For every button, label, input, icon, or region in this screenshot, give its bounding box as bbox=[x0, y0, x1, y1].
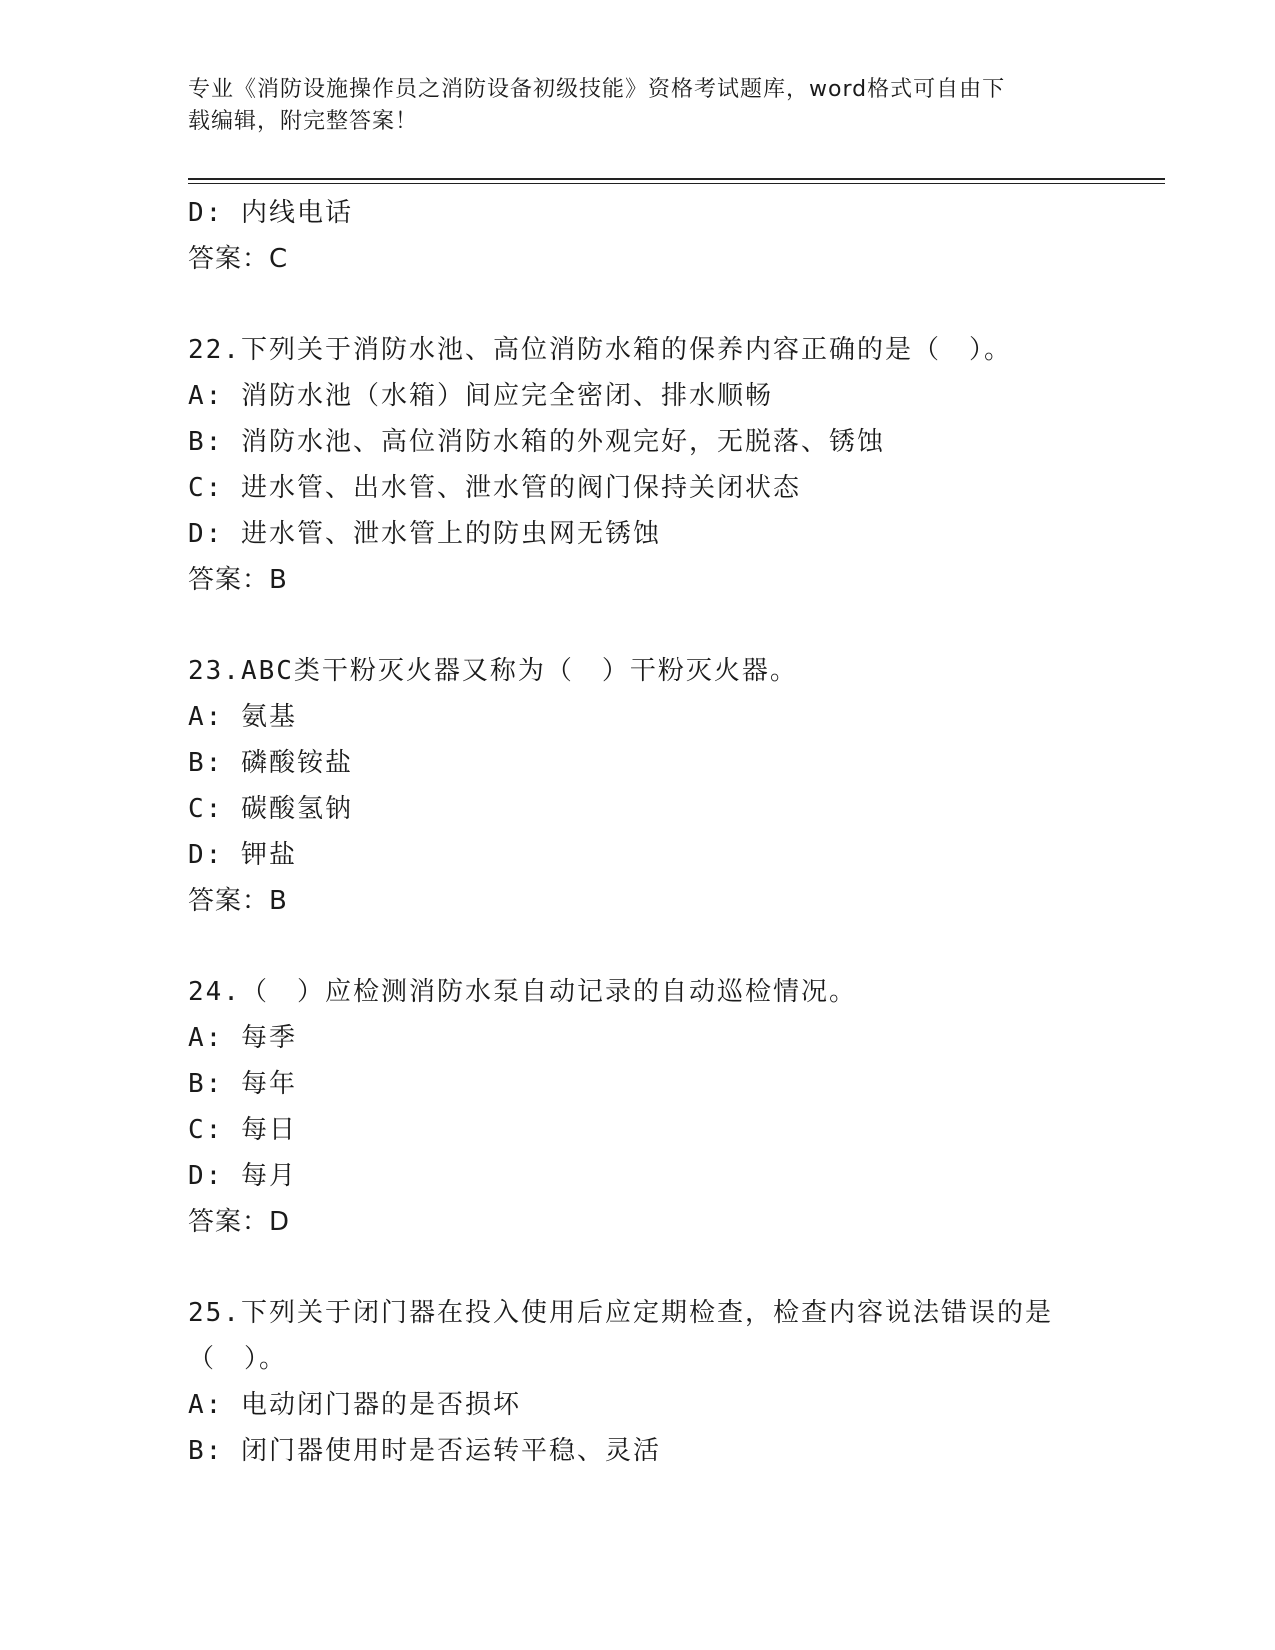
question-stem: 22.下列关于消防水池、高位消防水箱的保养内容正确的是（ ）。 bbox=[188, 335, 1012, 365]
answer-line: 答案：B bbox=[188, 886, 288, 916]
header-line-1: 专业《消防设施操作员之消防设备初级技能》资格考试题库，word格式可自由下 bbox=[188, 77, 1006, 102]
header-divider-thick bbox=[188, 178, 1165, 180]
option-a: A: 氨基 bbox=[188, 702, 297, 732]
option-c: C: 碳酸氢钠 bbox=[188, 794, 353, 824]
question-23 bbox=[188, 648, 1148, 924]
question-gap bbox=[188, 282, 1148, 327]
question-gap bbox=[188, 603, 1148, 648]
document-header bbox=[188, 74, 1088, 138]
option-d: D: 钾盐 bbox=[188, 840, 297, 870]
question-gap bbox=[188, 1245, 1148, 1290]
option-c: C: 每日 bbox=[188, 1115, 297, 1145]
option-a: A: 电动闭门器的是否损坏 bbox=[188, 1390, 521, 1420]
option-d: D: 内线电话 bbox=[188, 198, 353, 228]
option-a: A: 每季 bbox=[188, 1023, 297, 1053]
answer-line: 答案：C bbox=[188, 244, 289, 274]
option-b: B: 磷酸铵盐 bbox=[188, 748, 353, 778]
question-25 bbox=[188, 1290, 1148, 1474]
header-divider-thin bbox=[188, 183, 1165, 184]
answer-line: 答案：D bbox=[188, 1207, 291, 1237]
question-stem: 24.（ ）应检测消防水泵自动记录的自动巡检情况。 bbox=[188, 977, 857, 1007]
question-21-tail bbox=[188, 190, 1148, 282]
question-content bbox=[188, 190, 1148, 1474]
option-b: B: 每年 bbox=[188, 1069, 297, 1099]
header-line-2: 载编辑，附完整答案！ bbox=[188, 109, 419, 134]
question-gap bbox=[188, 924, 1148, 969]
option-c: C: 进水管、出水管、泄水管的阀门保持关闭状态 bbox=[188, 473, 801, 503]
question-22 bbox=[188, 327, 1148, 603]
option-d: D: 每月 bbox=[188, 1161, 297, 1191]
option-b: B: 闭门器使用时是否运转平稳、灵活 bbox=[188, 1436, 661, 1466]
question-stem-continued: （ ）。 bbox=[188, 1344, 288, 1374]
answer-line: 答案：B bbox=[188, 565, 288, 595]
option-b: B: 消防水池、高位消防水箱的外观完好，无脱落、锈蚀 bbox=[188, 427, 885, 457]
question-24 bbox=[188, 969, 1148, 1245]
option-d: D: 进水管、泄水管上的防虫网无锈蚀 bbox=[188, 519, 661, 549]
question-stem: 25.下列关于闭门器在投入使用后应定期检查，检查内容说法错误的是 bbox=[188, 1298, 1053, 1328]
option-a: A: 消防水池（水箱）间应完全密闭、排水顺畅 bbox=[188, 381, 773, 411]
question-stem: 23.ABC类干粉灭火器又称为（ ）干粉灭火器。 bbox=[188, 656, 798, 686]
